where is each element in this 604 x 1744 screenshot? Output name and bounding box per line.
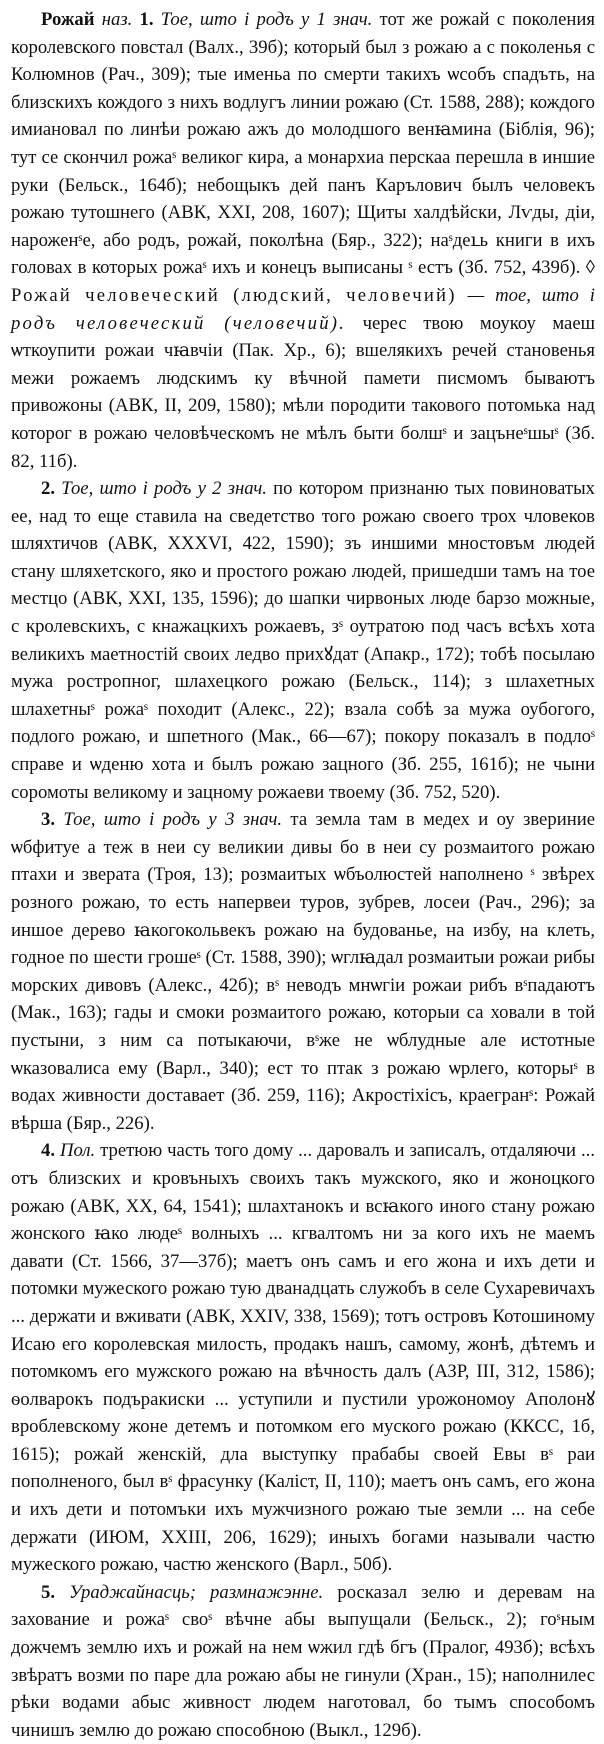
phrase-headword: Рожай человеческий (людский, человечий) xyxy=(11,284,457,306)
sense-2-definition: Тое, што і родъ у 2 знач. xyxy=(55,478,267,500)
sense-1-citations: тот же рожай с поколения королевского повстал (Валх., 39б); который был з рожаю а с поколенья с Колюмнов (Рач., 309); тые именьа по смерти такихъ ѡсобъ спадъть, на близскихъ кождого з нихъ водлугъ линии рожаю (Ст. 1588, 288); кождого имиановал по линѣи рожаю ажъ до молодшого венꙗмина (Біблія, 96); тут се скончил рожаˢ великог кира, а монархиа перскаа перешла в иншие руки (Бельск., 164б); небощыкъ дей панъ Карълович былъ человекъ рожаю тутошнего (АВК, XXI, 208, 1607); Щиты халдѣйски, Лѵды, діи, нароженˢе, або родъ, рожай, поколѣна (Бяр., 322); наˢдеւь книги в ихъ головах в которых рожаˢ ихъ и конецъ выписаны ˢ естъ (Зб. 752, 439б). xyxy=(11,9,595,279)
sense-1-paragraph xyxy=(11,6,595,475)
sense-4-number: 4. xyxy=(41,1140,56,1162)
sense-5-definition: Ураджайнасць; размнажэнне. xyxy=(55,1581,324,1603)
phrase-definition: тое, што і xyxy=(495,284,595,306)
sense-1-number: 1. xyxy=(139,9,154,30)
sense-3-number: 3. xyxy=(41,809,56,831)
sense-1-definition: Тое, што і родъ у 1 знач. xyxy=(153,9,373,30)
sense-3-definition: Тое, што і родъ у 3 знач. xyxy=(55,809,283,831)
sense-2-citations: по котором признаню тых повиноватых ее, над то еще ставила на сведетство того рожаю своего трох чловеков шляхтичов (АВК, XXXVI, 422, 1590); зъ иншими мностовъм людей стану шляхетского, яко и простого рожаю людей, пришедши тамъ на тое местцо (АВК, XXI, 135, 1596); до шапки чирвоных люде барзо можные, с кролевскихъ, с кнажацкихъ рожаевъ, зˢ оутратою под часъ всѣхъ хота великихъ маетностій своих ледво прихꙋдат (Апакр., 172); тобѣ посылаю мужа ростропног, шлахецкого рожаю (Бельск., 114); з шлахетных шлахетныˢ рожаˢ походит (Алекс., 22); взала собѣ за мужа оубогого, подлого рожаю, и шпетного (Мак., 66—67); покору показалъ в подлоˢ справе и ѡденю хота и былъ рожаю зацного (Зб. 255, 161б); не чыни соромоты великому и зацному рожаеви твоему (Зб. 752, 520). xyxy=(11,478,595,803)
sense-3-paragraph xyxy=(11,806,595,1137)
grammar-label: наз. xyxy=(94,9,140,30)
phrase-dash: — xyxy=(456,284,496,306)
sense-4-paragraph xyxy=(11,1137,595,1579)
sense-2-number: 2. xyxy=(41,478,56,500)
sense-4-citations: третюю часть того дому ... даровалъ и записалъ, отдаляючи ... отъ близских и кровъныхъ своихъ такъ мужского, яко и жоноцкого рожаю (АВК, XX, 64, 1541); шлахтанокъ и всꙗкого иного стану рожаю жонского ꙗко людеˢ волныхъ ... кгвалтомъ ни за кого ихъ не маемъ давати (Ст. 1566, 37—37б); маетъ онъ самъ и его жона и ихъ дети и потомки мужеского рожаю тую дванадцать служобъ в селе Сухаревичахъ ... держати и вживати (АВК, XXIV, 338, 1569); тотъ островъ Котошиному Исаю его королевская милость, продакъ нашъ, самому, жонѣ, дѣтемъ и потомкомъ его мужского рожаю на вѣчность далъ (АЗР, III, 312, 1586); ѳолварокъ подъракиски ... уступили и пустили урожономоу Аполонꙋ вроблевскому жоне детемъ и потомком его муского рожаю (ККСС, 1б, 1615); рожай женскій, дла выступку прабабы своей Евы вˢ раи пополненого, был вˢ фрасунку (Каліст, II, 110); маетъ онъ самъ, его жона и ихъ дети и потомъки ихъ мужчизного рожаю тые земли ... на себе держати (ИЮМ, XXIII, 206, 1629); иныхъ богами называли частю мужеского рожаю, частю женского (Варл., 50б). xyxy=(11,1140,595,1576)
sense-2-paragraph xyxy=(11,475,595,806)
phrase-citations: черес твою моукоу маеш ѡткоупити рожаи чꙗвчіи (Пак. Хр., 6); вшелякихъ речей становенья межи рожаемъ людскимъ ку вѣчной памети писмомъ бываютъ привожоны (АВК, II, 209, 1580); мѣли породити такового потомька над которог в рожаю человѣческомъ не мѣлъ быти болшˢ и зацънеˢшыˢ (Зб. 82, 11б). xyxy=(11,312,595,472)
phrase-marker: ◊ xyxy=(585,257,596,279)
headword: Рожай xyxy=(41,9,95,30)
sense-5-number: 5. xyxy=(41,1581,56,1603)
sense-5-paragraph xyxy=(11,1579,595,1744)
sense-3-citations: та земла там в медех и оу звериние ѡбфитуе а теж в неи су великии дивы бо в неи су розмаитого рожаю птахи и зверата (Троя, 13); розмаитых ѡбъолюстей наполнено ˢ звѣрех розного рожаю, то есть напервеи туров, зубрев, лосеи (Рач., 296); за иншое дерево ꙗкогокольвекъ рожаю на будованье, на избу, на клеть, годное по шести грошеˢ (Ст. 1588, 390); ѡглꙗдал розмаитыи рожаи рибы морских дивовъ (Алекс., 42б); вˢ неводъ мнѡгіи рожаи рибъ вˢпадаютъ (Мак., 163); гады и смоки розмаитого рожаю, которыи са ховали в той пустыни, з ним са потыкаючи, вˢже не ѡблудные але истотные ѡказовалиса ему (Варл., 340); ест то птак з рожаю ѡрлего, которыˢ в водах живности доставает (Зб. 259, 116); Акростіхісъ, краегранˢ: Рожай вѣрша (Бяр., 226). xyxy=(11,809,595,1134)
sense-5-citations: росказал зелю и деревам на захование и рожаˢ своˢ вѣчне абы выпущали (Бельск., 2); гоˢным дожчемъ землю ихъ и рожай на нем ѡжил гдѣ бгъ (Пралог, 493б); всѣхъ звѣратъ возми по паре дла рожаю абы не гинули (Хран., 15); наполнилес рѣки водами абыс живност людем наготовал, бо тымъ способомъ чинишъ землю до рожаю способною (Выкл., 129б). xyxy=(11,1581,595,1741)
sense-4-definition: Пол. xyxy=(55,1140,96,1162)
phrase-reference: родъ человеческий (человечий). xyxy=(11,312,347,334)
